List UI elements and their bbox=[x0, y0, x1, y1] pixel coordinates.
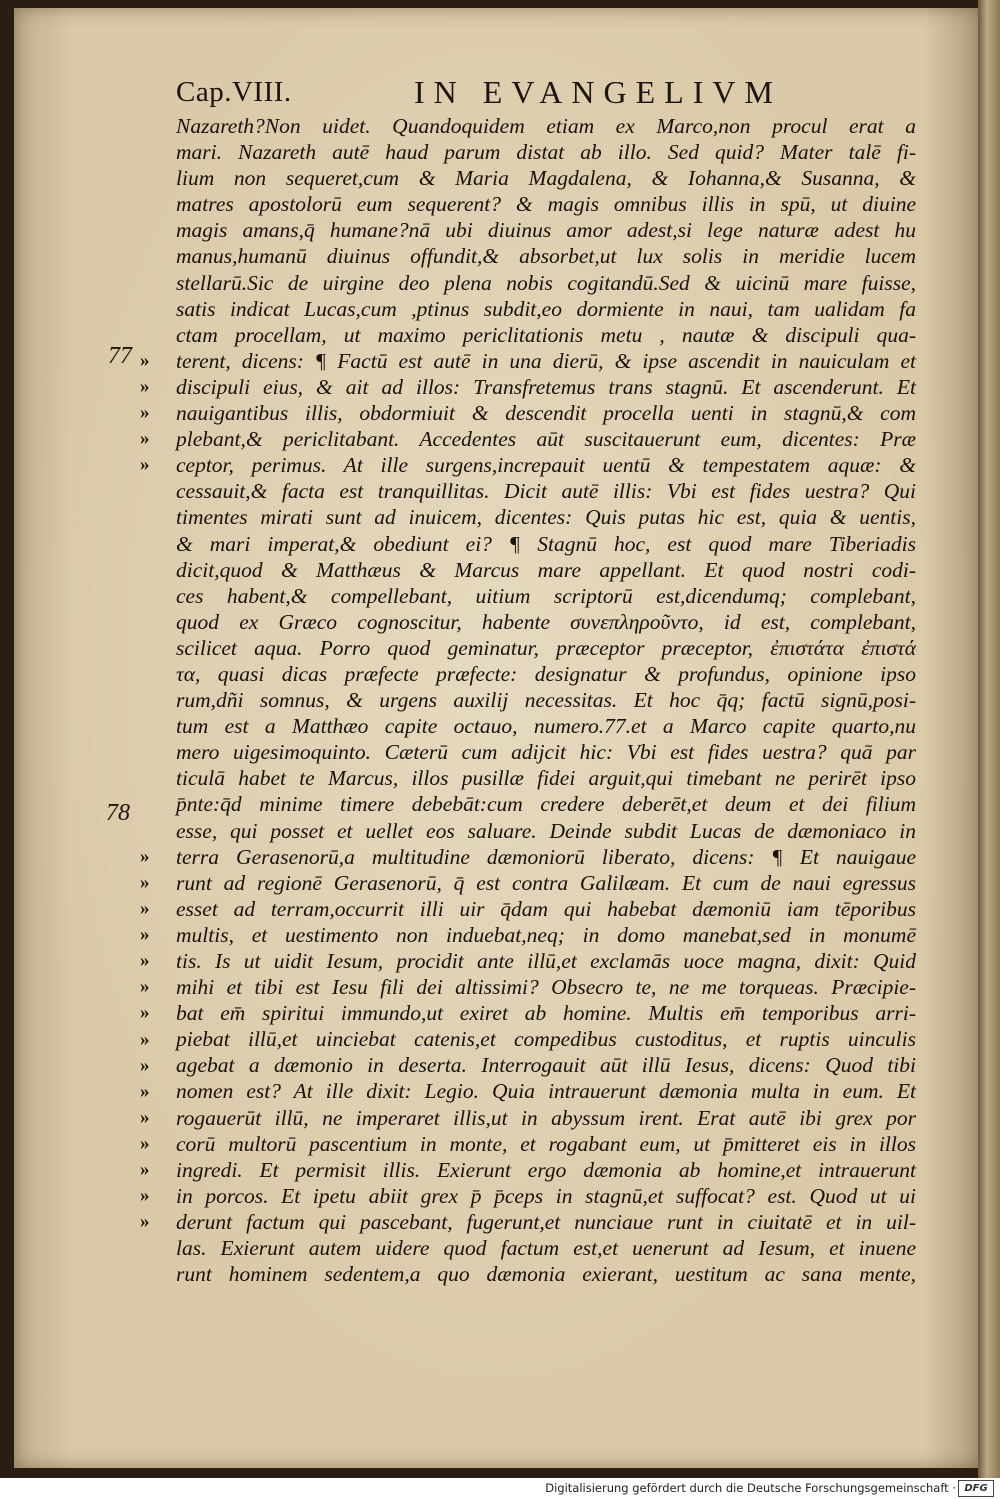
quote-mark: » bbox=[140, 871, 150, 893]
text-line: ces habent,& compellebant, uitium scriptorū est,dicendumq; complebant, bbox=[176, 583, 916, 608]
text-line: plebant,& periclitabant. Accedentes aūt suscitauerunt eum, dicentes: Præ bbox=[176, 427, 916, 452]
text-line: las. Exierunt autem uidere quod factum est,et uenerunt ad Iesum, et inuene bbox=[176, 1236, 916, 1261]
text-line: tis. Is ut uidit Iesum, procidit ante illū,et exclamās uoce magna, dixit: Quid bbox=[176, 949, 916, 973]
text-line: ctam procellam, ut maximo periclitationis metu , nautæ & discipuli qua- bbox=[176, 322, 916, 347]
funding-notice: Digitalisierung gefördert durch die Deutsche Forschungsgemeinschaft · bbox=[545, 1481, 956, 1495]
book-title: IN EVANGELIVM bbox=[414, 74, 782, 110]
text-line: & mari imperat,& obediunt ei? ¶ Stagnū hoc, est quod mare Tiberiadis bbox=[176, 531, 916, 556]
quote-mark: » bbox=[140, 1106, 150, 1128]
quote-mark: » bbox=[140, 1211, 150, 1233]
quote-mark: » bbox=[140, 898, 150, 919]
quote-mark: » bbox=[140, 376, 150, 397]
footer-bar bbox=[0, 1478, 1000, 1499]
quote-mark: » bbox=[140, 950, 150, 972]
quote-mark: » bbox=[140, 1054, 150, 1076]
text-line: terra Gerasenorū,a multitudine dæmoniorū liberato, dicens: ¶ Et nauigaue bbox=[176, 844, 916, 869]
quote-mark: » bbox=[140, 428, 150, 450]
text-line: matres apostolorū eum sequerent? & magis omnibus illis in spū, ut diuine bbox=[176, 192, 916, 217]
text-line: terent, dicens: ¶ Factū est autē in una dierū, & ipse ascendit in nauiculam et bbox=[176, 348, 916, 373]
quote-mark: » bbox=[140, 402, 150, 424]
text-line: stellarū.Sic de uirgine deo plena nobis cogitandū.Sed & uicinū mare fuisse, bbox=[176, 270, 916, 295]
text-line: magis amans,q̄ humane?nā ubi diuinus amor adest,si lege naturæ adest hu bbox=[176, 218, 916, 243]
text-line: nomen est? At ille dixit: Legio. Quia intrauerunt dæmonia multa in eum. Et bbox=[176, 1079, 916, 1104]
text-line: lium non sequeret,cum & Maria Magdalena, & Iohanna,& Susanna, & bbox=[176, 166, 916, 191]
text-line: piebat illū,et uinciebat catenis,et compedibus custoditus, et ruptis uinculis bbox=[176, 1027, 916, 1052]
quote-mark: » bbox=[140, 924, 150, 946]
text-line: rogauerūt illū, ne imperaret illis,ut in abyssum irent. Erat autē ibi grex por bbox=[176, 1105, 916, 1130]
text-line: esset ad terram,occurrit illi uir q̄dam qui habebat dæmoniū iam tēporibus bbox=[176, 896, 916, 921]
text-line: nauigantibus illis, obdormiuit & descendit procella uenti in stagnū,& com bbox=[176, 401, 916, 426]
text-line: esse, qui posset et uellet eos saluare. Deinde subdit Lucas de dæmoniaco in bbox=[176, 818, 916, 843]
text-line: ticulā habet te Marcus, illos pusillæ fidei arguit,qui timebant ne perirēt ipso bbox=[176, 766, 916, 791]
text-line: ceptor, perimus. At ille surgens,increpauit uentū & tempestatem aquæ: & bbox=[176, 453, 916, 478]
text-line: corū multorū pascentium in monte, et rogabant eum, ut p̄mitteret eis in illos bbox=[176, 1131, 916, 1156]
margin-number-78: 78 bbox=[106, 800, 130, 826]
quote-mark: » bbox=[140, 349, 150, 371]
quote-mark: » bbox=[140, 1028, 150, 1050]
text-line: bat em̄ spiritui immundo,ut exiret ab homine. Multis em̄ temporibus arri- bbox=[176, 1001, 916, 1026]
text-line: mero uigesimoquinto. Cæterū cum adijcit hic: Vbi est fides uestra? quā par bbox=[176, 740, 916, 765]
quote-mark: » bbox=[140, 454, 150, 476]
chapter-label: Cap.VIII. bbox=[176, 76, 292, 108]
text-line: τα, quasi dicas præfecte præfecte: designatur & profundus, opinione ipso bbox=[176, 661, 916, 686]
text-line: scilicet aqua. Porro quod geminatur, præceptor præceptor, ἐπιστάτα ἐπιστά bbox=[176, 635, 916, 660]
running-head bbox=[176, 72, 796, 112]
text-line: satis indicat Lucas,cum ,ptinus subdit,eo dormiente in naui, tam ualidam fa bbox=[176, 296, 916, 321]
margin-number-77: 77 bbox=[108, 343, 132, 369]
text-line: Nazareth?Non uidet. Quandoquidem etiam ex Marco,non procul erat a bbox=[176, 114, 916, 138]
text-line: mihi et tibi est Iesu fili dei altissimi? Obsecro te, ne me torqueas. Præcipie- bbox=[176, 975, 916, 1000]
text-line: p̄nte:q̄d minime timere debebāt:cum credere deberēt,et deum et dei filium bbox=[176, 792, 916, 817]
text-line: manus,humanū diuinus offundit,& absorbet,ut lux solis in meridie lucem bbox=[176, 244, 916, 269]
quote-mark: » bbox=[140, 1080, 150, 1102]
quote-mark: » bbox=[140, 1002, 150, 1024]
text-line: agebat a dæmonio in deserta. Interrogauit aūt illū Iesus, dicens: Quod tibi bbox=[176, 1053, 916, 1078]
text-line: quod ex Græco cognoscitur, habente συνεπληρoῦντο, id est, complebant, bbox=[176, 609, 916, 634]
text-line: tum est a Matthæo capite octauo, numero.77.et a Marco capite quarto,nu bbox=[176, 714, 916, 739]
text-line: dicit,quod & Matthæus & Marcus mare appellant. Et quod nostri codi- bbox=[176, 557, 916, 582]
text-line: in porcos. Et ipetu abiit grex p̄ p̄ceps in stagnū,et suffocat? est. Quod ut ui bbox=[176, 1183, 916, 1208]
text-line: runt hominem sedentem,a quo dæmonia exierant, uestitum ac sana mente, bbox=[176, 1262, 916, 1287]
text-line: ingredi. Et permisit illis. Exierunt ergo dæmonia ab homine,et intrauerunt bbox=[176, 1157, 916, 1182]
quote-mark: » bbox=[140, 976, 150, 998]
quote-mark: » bbox=[140, 1159, 150, 1180]
text-line: runt ad regionē Gerasenorū, q̄ est contra Galilæam. Et cum de naui egressus bbox=[176, 870, 916, 895]
page-edge bbox=[978, 0, 1000, 1478]
text-line: multis, et uestimento non induebat,neq; in domo manebat,sed in monumē bbox=[176, 922, 916, 947]
text-line: derunt factum qui pascebant, fugerunt,et nunciaue runt in ciuitatē et in uil- bbox=[176, 1209, 916, 1234]
text-line: timentes mirati sunt ad inuicem, dicentes: Quis putas hic est, quia & uentis, bbox=[176, 505, 916, 530]
quote-mark: » bbox=[140, 845, 150, 867]
quote-mark: » bbox=[140, 1185, 150, 1207]
body-text bbox=[176, 113, 916, 1287]
quote-mark: » bbox=[140, 1132, 150, 1154]
text-line: cessauit,& facta est tranquillitas. Dicit autē illis: Vbi est fides uestra? Qui bbox=[176, 479, 916, 504]
text-line: mari. Nazareth autē haud parum distat ab illo. Sed quid? Mater talē fi- bbox=[176, 140, 916, 165]
text-line: discipuli eius, & ait ad illos: Transfretemus trans stagnū. Et ascenderunt. Et bbox=[176, 374, 916, 399]
text-line: rum,dñi somnus, & urgens auxilij necessitas. Et hoc q̄q; factū signū,posi- bbox=[176, 688, 916, 713]
dfg-logo: DFG bbox=[958, 1480, 994, 1497]
